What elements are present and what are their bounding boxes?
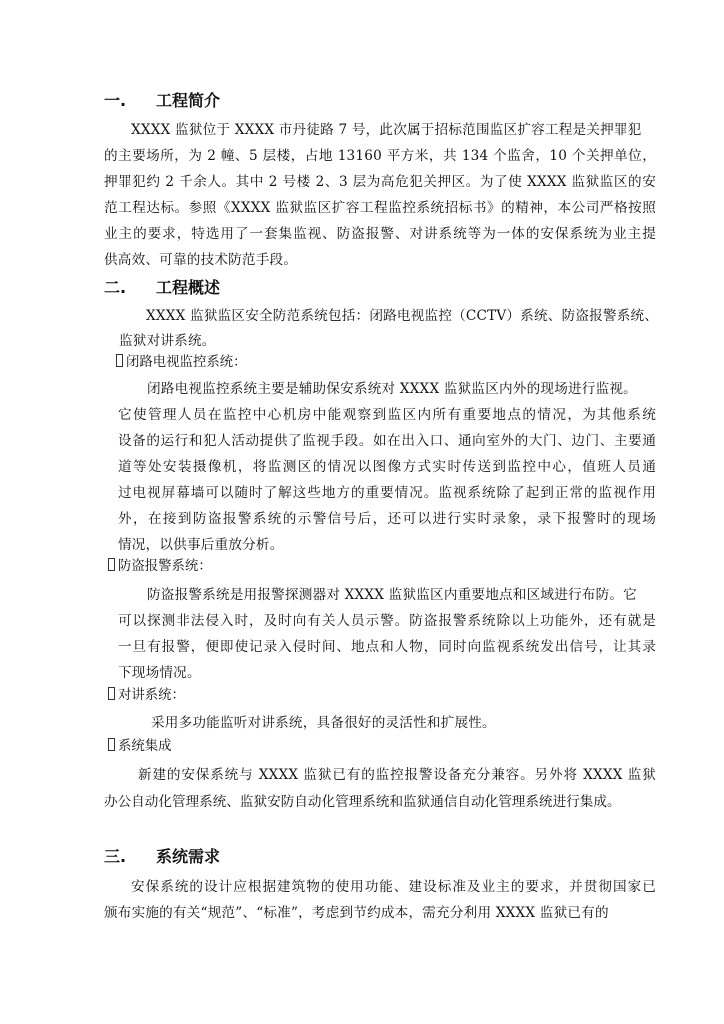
paragraph-line: 颁布实施的有关“规范”、“标准”，考虑到节约成本，需充分利用 XXXX 监狱已有的 bbox=[104, 905, 609, 921]
section-2-title: 工程概述 bbox=[156, 278, 221, 297]
paragraph-line: 业主的要求，特选用了一套集监视、防盗报警、对讲系统等为一体的安保系统为业主提 bbox=[104, 226, 656, 242]
paragraph-line: 设备的运行和犯人活动提供了监视手段。如在出入口、通向室外的大门、边门、主要通 bbox=[118, 433, 656, 449]
paragraph-line: 监狱对讲系统。 bbox=[119, 333, 216, 349]
integration-subheading: 系统集成 bbox=[108, 737, 172, 757]
bullet-box-icon bbox=[108, 558, 115, 571]
alarm-subheading: 防盗报警系统： bbox=[108, 557, 212, 577]
paragraph-line: 可以探测非法侵入时，及时向有关人员示警。防盗报警系统除以上功能外，还有就是 bbox=[118, 613, 656, 629]
cctv-subheading: 闭路电视监控系统： bbox=[116, 353, 247, 373]
paragraph-line: 外，在接到防盗报警系统的示警信号后，还可以进行实时录象，录下报警时的现场 bbox=[118, 511, 656, 527]
section-1-number: 一. bbox=[104, 91, 127, 110]
paragraph-line: 押罪犯约 2 千余人。其中 2 号楼 2、3 层为高危犯关押区。为了使 XXXX 监狱监区的安 bbox=[104, 174, 656, 190]
section-3-number: 三. bbox=[104, 847, 127, 866]
paragraph-line: 范工程达标。参照《XXXX 监狱监区扩容工程监控系统招标书》的精神，本公司严格按照 bbox=[104, 200, 656, 216]
paragraph-line: 闭路电视监控系统主要是辅助保安系统对 XXXX 监狱监区内外的现场进行监视。 bbox=[147, 381, 637, 397]
paragraph-line: 采用多功能监听对讲系统，具备很好的灵活性和扩展性。 bbox=[151, 715, 496, 731]
paragraph-line: 安保系统的设计应根据建筑物的使用功能、建设标准及业主的要求，并贯彻国家已 bbox=[131, 879, 656, 895]
section-1-title: 工程简介 bbox=[156, 91, 221, 110]
section-1-heading bbox=[104, 89, 220, 113]
intercom-subheading: 对讲系统： bbox=[108, 686, 185, 706]
section-3-heading bbox=[104, 845, 220, 869]
bullet-box-icon bbox=[116, 354, 123, 367]
paragraph-line: XXXX 监狱位于 XXXX 市丹徒路 7 号，此次属于招标范围监区扩容工程是关押罪犯 bbox=[131, 122, 642, 138]
section-2-number: 二. bbox=[104, 278, 127, 297]
paragraph-line: XXXX 监狱监区安全防范系统包括：闭路电视监控（CCTV）系统、防盗报警系统、 bbox=[146, 308, 659, 324]
paragraph-line: 一旦有报警，便即使记录入侵时间、地点和人物，同时向监视系统发出信号，让其录 bbox=[118, 639, 656, 655]
paragraph-line: 办公自动化管理系统、监狱安防自动化管理系统和监狱通信自动化管理系统进行集成。 bbox=[104, 794, 621, 810]
paragraph-line: 道等处安装摄像机，将监测区的情况以图像方式实时传送到监控中心，值班人员通 bbox=[118, 459, 656, 475]
paragraph-line: 供高效、可靠的技术防范手段。 bbox=[104, 252, 298, 268]
paragraph-line: 过电视屏幕墙可以随时了解这些地方的重要情况。监视系统除了起到正常的监视作用 bbox=[118, 485, 656, 501]
paragraph-line: 下现场情况。 bbox=[118, 665, 201, 681]
paragraph-line: 防盗报警系统是用报警探测器对 XXXX 监狱监区内重要地点和区域进行布防。它 bbox=[147, 587, 637, 603]
paragraph-line: 新建的安保系统与 XXXX 监狱已有的监控报警设备充分兼容。另外将 XXXX 监狱 bbox=[138, 767, 656, 783]
paragraph-line: 的主要场所，为 2 幢、5 层楼，占地 13160 平方米，共 134 个监舍，10 个关押单位， bbox=[104, 148, 656, 164]
bullet-box-icon bbox=[108, 738, 115, 751]
bullet-box-icon bbox=[108, 687, 115, 700]
section-2-heading bbox=[104, 276, 220, 300]
paragraph-line: 情况，以供事后重放分析。 bbox=[118, 537, 284, 553]
section-3-title: 系统需求 bbox=[156, 847, 221, 866]
paragraph-line: 它使管理人员在监控中心机房中能观察到监区内所有重要地点的情况，为其他系统 bbox=[118, 407, 656, 423]
